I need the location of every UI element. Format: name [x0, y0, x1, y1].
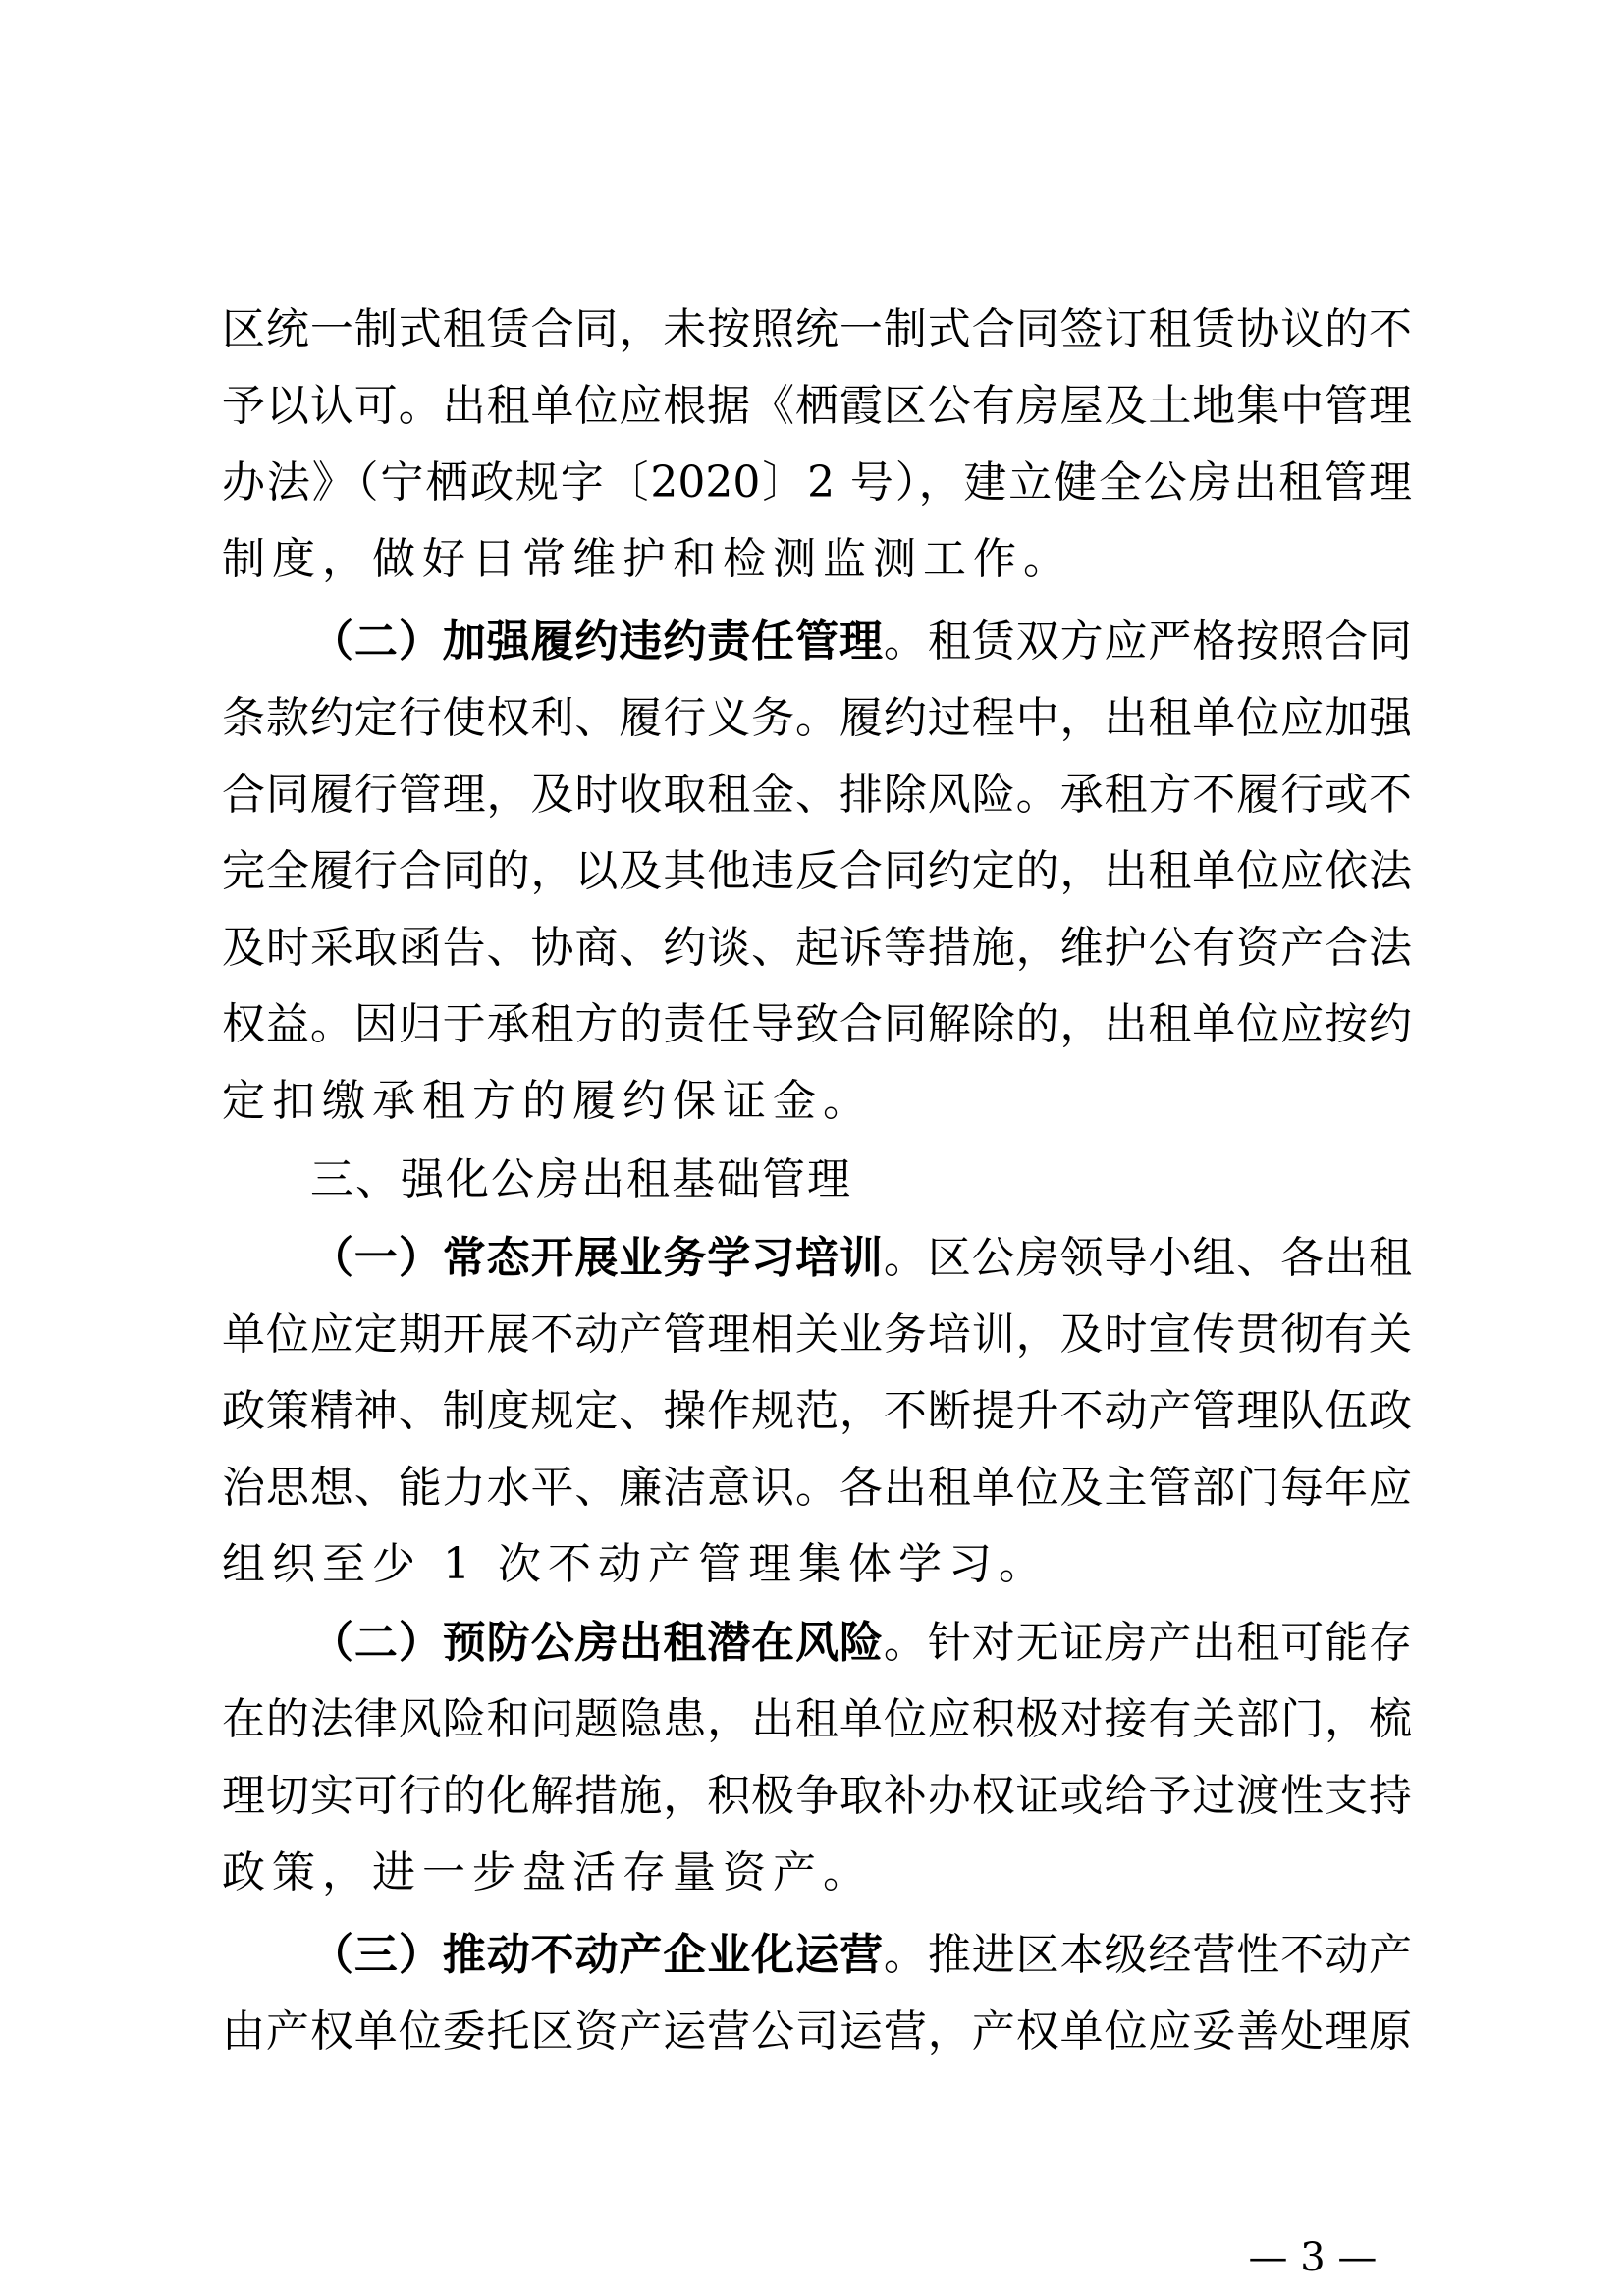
paragraph-lead-heading: （二）加强履约违约责任管理 — [310, 616, 884, 667]
text-line: 政策精神、制度规定、操作规范，不断提升不动产管理队伍政 — [222, 1386, 1412, 1436]
paragraph-first-line — [310, 603, 1412, 681]
section-heading: 三、强化公房出租基础管理 — [310, 1154, 852, 1204]
page-number: — 3 — — [1248, 2235, 1378, 2280]
text-line: 由产权单位委托区资产运营公司运营，产权单位应妥善处理原 — [222, 2006, 1412, 2056]
paragraph-lead-heading: （二）预防公房出租潜在风险 — [310, 1618, 884, 1668]
text-line: 单位应定期开展不动产管理相关业务培训，及时宣传贯彻有关 — [222, 1309, 1412, 1360]
text-line: 定扣缴承租方的履约保证金。 — [222, 1076, 873, 1126]
text-line: 予以认可。出租单位应根据《栖霞区公有房屋及土地集中管理 — [222, 381, 1412, 431]
text-line: 合同履行管理，及时收取租金、排除风险。承租方不履行或不 — [222, 770, 1412, 820]
text-span: 。租赁双方应严格按照合同 — [883, 616, 1413, 667]
paragraph-first-line — [310, 1219, 1412, 1298]
text-line: 理切实可行的化解措施，积极争取补办权证或给予过渡性支持 — [222, 1771, 1412, 1821]
text-line: 及时采取函告、协商、约谈、起诉等措施，维护公有资产合法 — [222, 923, 1412, 973]
text-line: 政策，进一步盘活存量资产。 — [222, 1847, 873, 1897]
text-span: 。区公房领导小组、各出租 — [883, 1233, 1413, 1283]
text-line: 制度，做好日常维护和检测监测工作。 — [222, 534, 1073, 584]
text-line: 权益。因归于承租方的责任导致合同解除的，出租单位应按约 — [222, 999, 1412, 1049]
text-line: 在的法律风险和问题隐患，出租单位应积极对接有关部门，梳 — [222, 1694, 1412, 1744]
paragraph-first-line — [310, 1916, 1412, 1995]
text-line: 组织至少 1 次不动产管理集体学习。 — [222, 1539, 1049, 1589]
text-line: 区统一制式租赁合同，未按照统一制式合同签订租赁协议的不 — [222, 304, 1412, 354]
text-line: 办法》（宁栖政规字〔2020〕2 号），建立健全公房出租管理 — [222, 457, 1412, 507]
paragraph-lead-heading: （一）常态开展业务学习培训 — [310, 1233, 884, 1283]
text-span: 。针对无证房产出租可能存 — [883, 1618, 1413, 1668]
text-line: 完全履行合同的，以及其他违反合同约定的，出租单位应依法 — [222, 846, 1412, 896]
text-line: 治思想、能力水平、廉洁意识。各出租单位及主管部门每年应 — [222, 1463, 1412, 1513]
paragraph-lead-heading: （三）推动不动产企业化运营 — [310, 1930, 884, 1980]
text-line: 条款约定行使权利、履行义务。履约过程中，出租单位应加强 — [222, 693, 1412, 743]
text-span: 。推进区本级经营性不动产 — [883, 1930, 1413, 1980]
paragraph-first-line — [310, 1604, 1412, 1682]
